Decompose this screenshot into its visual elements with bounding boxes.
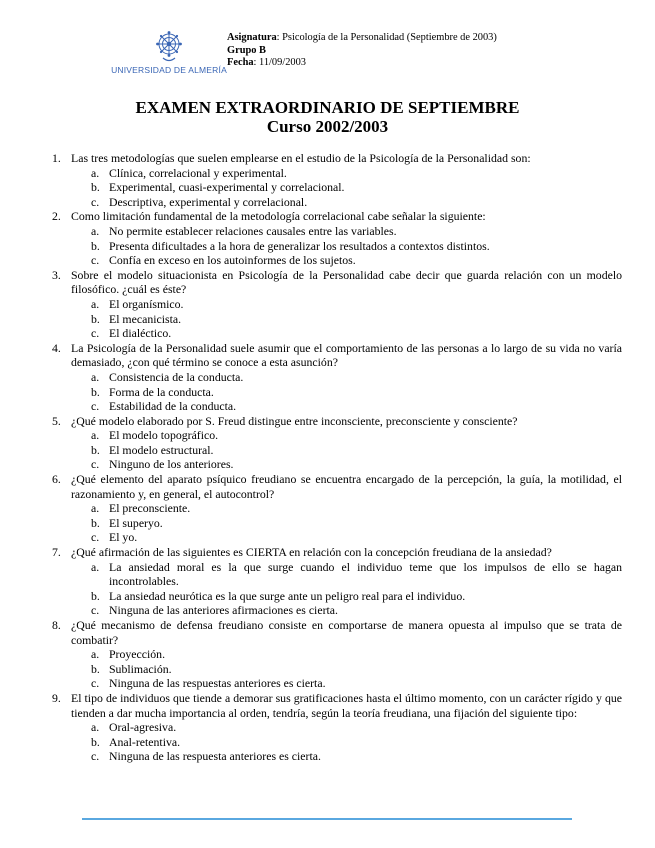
answer-option <box>71 443 622 458</box>
answer-option <box>71 720 622 735</box>
answer-option <box>71 530 622 545</box>
option-letter: a. <box>91 296 100 311</box>
option-letter: c. <box>91 326 100 341</box>
fecha-label: Fecha <box>227 57 254 68</box>
option-text: Ninguna de las respuesta anteriores es cierta. <box>109 749 321 764</box>
question-text: El tipo de individuos que tiende a demorar sus gratificaciones hasta el último momento, con un carácter rígido y que tienden a dar mucha importancia al orden, tendría, según la teoría freudiana, una fijación del siguiente tipo: <box>71 690 622 720</box>
question-item <box>52 618 622 691</box>
option-text: Forma de la conducta. <box>109 384 214 399</box>
question-item <box>52 472 622 545</box>
option-text: Ninguna de las respuestas anteriores es cierta. <box>109 676 326 691</box>
question-list <box>52 151 622 764</box>
option-letter: a. <box>91 501 100 516</box>
footer-divider <box>82 818 572 820</box>
question-number: 8. <box>52 618 61 632</box>
question-number: 7. <box>52 545 61 560</box>
option-letter: c. <box>91 399 100 414</box>
option-letter: c. <box>91 676 100 691</box>
question-item <box>52 268 622 341</box>
question-number: 4. <box>52 340 61 355</box>
answer-option <box>71 224 622 239</box>
course-year: Curso 2002/2003 <box>266 117 389 136</box>
answer-option <box>71 676 622 691</box>
question-text: ¿Qué elemento del aparato psíquico freudiano se encuentra encargado de la percepción, la guía, la motilidad, el razonamiento y, en general, el autocontrol? <box>71 472 622 501</box>
question-text: ¿Qué modelo elaborado por S. Freud distingue entre inconsciente, preconsciente y consciente? <box>71 413 518 428</box>
option-text: Ninguno de los anteriores. <box>109 457 234 472</box>
option-text: El organísmico. <box>109 296 184 311</box>
option-text: El mecanicista. <box>109 311 182 326</box>
option-letter: b. <box>91 384 100 399</box>
question-item <box>52 151 622 209</box>
option-letter: a. <box>91 720 100 735</box>
option-letter: b. <box>91 238 100 253</box>
option-letter: b. <box>91 661 100 676</box>
question-item <box>52 414 622 472</box>
answer-option <box>71 195 622 210</box>
option-list <box>71 297 622 341</box>
option-letter: a. <box>91 647 100 662</box>
option-letter: a. <box>91 369 100 384</box>
option-text: Clínica, correlacional y experimental. <box>109 165 287 180</box>
university-name: UNIVERSIDAD DE ALMERÍA <box>111 65 227 75</box>
answer-option <box>71 735 622 750</box>
option-list <box>71 560 622 618</box>
answer-option <box>71 166 622 181</box>
option-list <box>71 428 622 472</box>
option-letter: c. <box>91 194 100 209</box>
option-text: Ninguna de las anteriores afirmaciones es cierta. <box>109 603 338 618</box>
option-text: Consistencia de la conducta. <box>109 369 244 384</box>
answer-option <box>71 501 622 516</box>
option-letter: a. <box>91 223 100 238</box>
exam-title: EXAMEN EXTRAORDINARIO DE SEPTIEMBRE <box>135 98 520 117</box>
question-text: La Psicología de la Personalidad suele asumir que el comportamiento de las personas a lo largo de su vida no varía demasiado, ¿con qué término se conoce a esta asunción? <box>71 340 622 370</box>
option-letter: b. <box>91 515 100 530</box>
question-number: 5. <box>52 413 61 428</box>
option-text: Presenta dificultades a la hora de generalizar los resultados a contextos distintos. <box>109 238 490 253</box>
option-letter: b. <box>91 442 100 457</box>
answer-option <box>71 399 622 414</box>
option-list <box>71 166 622 210</box>
answer-option <box>71 428 622 443</box>
question-text: Como limitación fundamental de la metodología correlacional cabe señalar la siguiente: <box>71 209 486 224</box>
fecha-line <box>227 57 497 70</box>
option-list <box>71 647 622 691</box>
answer-option <box>71 560 622 589</box>
question-text: Sobre el modelo situacionista en Psicología de la Personalidad cabe decir que guarda relación con un modelo filosófico. ¿cuál es éste? <box>71 267 622 297</box>
option-text: La ansiedad neurótica es la que surge ante un peligro real para el individuo. <box>109 588 466 603</box>
answer-option <box>71 457 622 472</box>
question-number: 9. <box>52 690 61 705</box>
answer-option <box>71 749 622 764</box>
fecha-value: : 11/09/2003 <box>253 57 306 68</box>
answer-option <box>71 589 622 604</box>
question-text: ¿Qué afirmación de las siguientes es CIERTA en relación con la concepción freudiana de la ansiedad? <box>71 545 552 560</box>
option-text: El modelo estructural. <box>109 442 214 457</box>
option-letter: c. <box>91 253 100 268</box>
asignatura-value: : Psicología de la Personalidad (Septiembre de 2003) <box>276 32 497 43</box>
question-number: 3. <box>52 267 61 282</box>
option-letter: c. <box>91 603 100 618</box>
answer-option <box>71 312 622 327</box>
answer-option <box>71 180 622 195</box>
option-letter: c. <box>91 749 100 764</box>
option-letter: a. <box>91 165 100 180</box>
option-text: No permite establecer relaciones causales entre las variables. <box>109 223 397 238</box>
option-text: Proyección. <box>109 647 166 662</box>
option-text: Descriptiva, experimental y correlacional. <box>109 194 308 209</box>
option-text: Confía en exceso en los autoinformes de los sujetos. <box>109 253 356 268</box>
option-text: Estabilidad de la conducta. <box>109 399 237 414</box>
question-item <box>52 545 622 618</box>
option-letter: c. <box>91 457 100 472</box>
option-letter: b. <box>91 734 100 749</box>
option-list <box>71 501 622 545</box>
option-text: El superyo. <box>109 515 163 530</box>
question-text: ¿Qué mecanismo de defensa freudiano consiste en comportarse de manera opuesta al impulso que se trata de combatir? <box>71 618 622 647</box>
answer-option <box>71 662 622 677</box>
option-text: La ansiedad moral es la que surge cuando el individuo teme que los impulsos de ello se hagan incontrolables. <box>109 559 622 589</box>
answer-option <box>71 385 622 400</box>
answer-option <box>71 297 622 312</box>
option-text: Oral-agresiva. <box>109 720 177 735</box>
option-text: El modelo topográfico. <box>109 428 219 443</box>
option-text: Anal-retentiva. <box>109 734 181 749</box>
university-seal-icon <box>151 30 187 64</box>
option-letter: b. <box>91 311 100 326</box>
university-logo <box>104 30 234 75</box>
option-letter: b. <box>91 180 100 195</box>
answer-option <box>71 647 622 662</box>
exam-metadata <box>227 32 497 70</box>
option-list <box>71 370 622 414</box>
grupo-label: Grupo B <box>227 44 266 56</box>
answer-option <box>71 326 622 341</box>
page-title <box>0 98 655 136</box>
question-number: 1. <box>52 151 61 165</box>
grupo-line <box>227 45 497 58</box>
asignatura-line <box>227 32 497 45</box>
option-text: El preconsciente. <box>109 501 191 516</box>
option-letter: a. <box>91 428 100 443</box>
option-list <box>71 224 622 268</box>
option-letter: a. <box>91 559 100 574</box>
option-text: Experimental, cuasi-experimental y correlacional. <box>109 180 345 195</box>
option-list <box>71 720 622 764</box>
option-text: El dialéctico. <box>109 326 172 341</box>
answer-option <box>71 370 622 385</box>
answer-option <box>71 239 622 254</box>
question-number: 2. <box>52 209 61 224</box>
question-item <box>52 691 622 764</box>
question-text: Las tres metodologías que suelen emplearse en el estudio de la Psicología de la Personalidad son: <box>71 151 531 165</box>
question-item <box>52 209 622 267</box>
question-item <box>52 341 622 414</box>
asignatura-label: Asignatura <box>227 32 277 43</box>
question-number: 6. <box>52 472 61 487</box>
answer-option <box>71 516 622 531</box>
option-letter: c. <box>91 530 100 545</box>
option-text: El yo. <box>109 530 138 545</box>
option-letter: b. <box>91 588 100 603</box>
option-text: Sublimación. <box>109 661 172 676</box>
answer-option <box>71 603 622 618</box>
answer-option <box>71 253 622 268</box>
